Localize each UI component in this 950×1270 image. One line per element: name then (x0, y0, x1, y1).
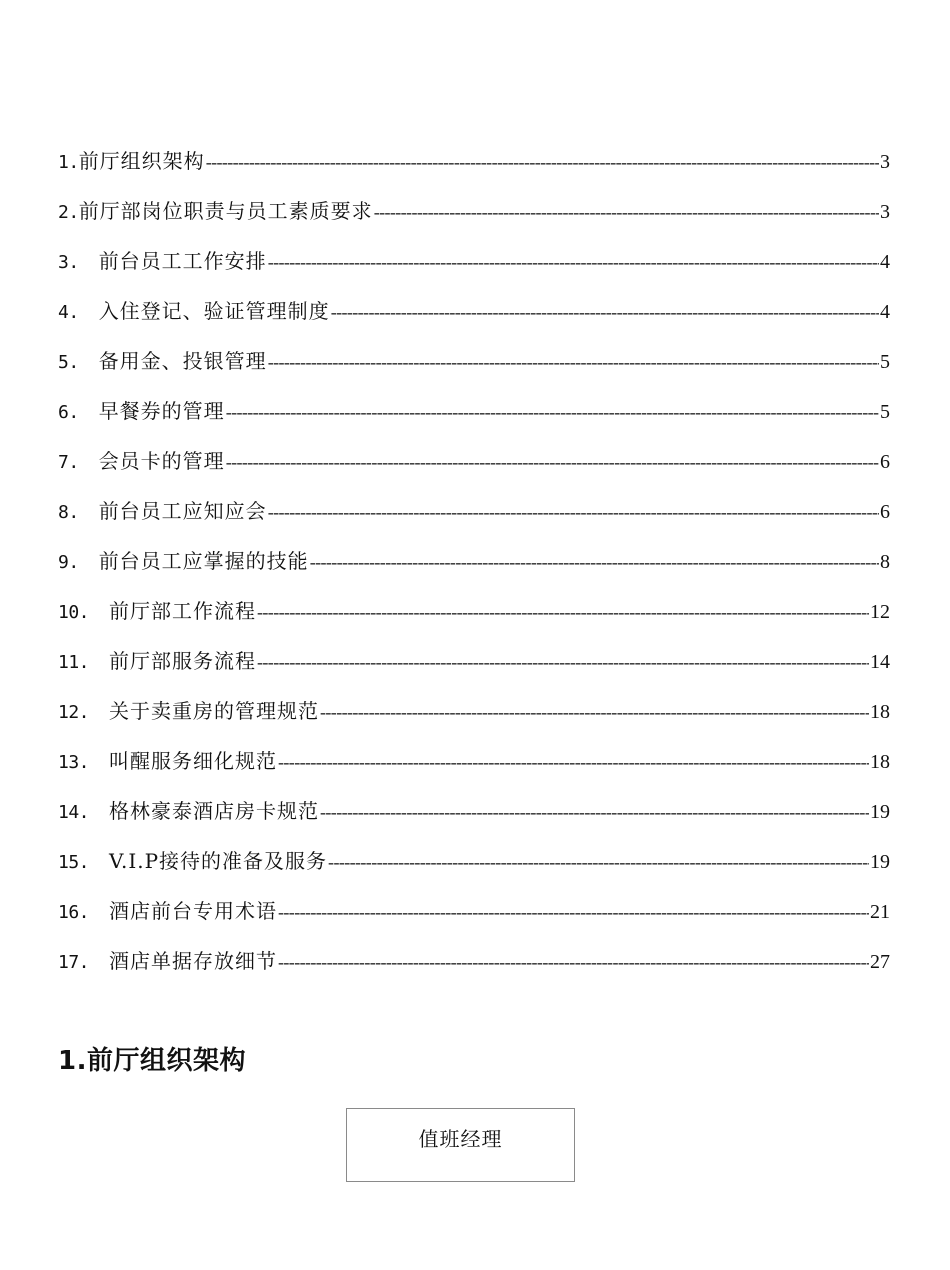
toc-entry-title: 前厅组织架构 (78, 149, 205, 173)
toc-entry-number: 17. (58, 952, 90, 973)
toc-entry-title: 格林豪泰酒店房卡规范 (109, 799, 320, 823)
toc-entry-page-number: 18 (870, 701, 890, 723)
toc-dot-leader (268, 247, 879, 277)
toc-dot-leader (320, 797, 869, 827)
toc-entry-title: 前台员工工作安排 (98, 249, 267, 273)
toc-entry-title: 前厅部服务流程 (109, 649, 257, 673)
section-heading: 1.前厅组织架构 (58, 1046, 246, 1076)
toc-dot-leader (257, 647, 869, 677)
toc-entry[interactable] (58, 146, 890, 196)
toc-entry[interactable] (58, 746, 890, 796)
toc-entry[interactable] (58, 696, 890, 746)
toc-entry-page-number: 19 (870, 801, 890, 823)
toc-dot-leader (278, 897, 869, 927)
toc-dot-leader (226, 397, 879, 427)
toc-entry-title: 入住登记、验证管理制度 (98, 299, 330, 323)
toc-entry-title: 备用金、投银管理 (98, 349, 267, 373)
toc-entry[interactable] (58, 346, 890, 396)
toc-entry[interactable] (58, 196, 890, 246)
toc-entry-title: 前厅部岗位职责与员工素质要求 (78, 199, 373, 223)
toc-dot-leader (374, 197, 879, 227)
toc-dot-leader (257, 597, 869, 627)
toc-entry-title: V.I.P接待的准备及服务 (109, 849, 328, 873)
toc-entry-number: 13. (58, 752, 90, 773)
toc-entry-page-number: 21 (870, 901, 890, 923)
toc-entry-number: 15. (58, 852, 90, 873)
toc-entry-page-number: 6 (880, 451, 890, 473)
toc-dot-leader (206, 147, 879, 177)
toc-entry-title: 前台员工应知应会 (98, 499, 267, 523)
toc-entry-page-number: 4 (880, 251, 890, 273)
toc-entry[interactable] (58, 496, 890, 546)
toc-entry-title: 酒店单据存放细节 (109, 949, 278, 973)
toc-entry-title: 前厅部工作流程 (109, 599, 257, 623)
toc-entry[interactable] (58, 796, 890, 846)
toc-dot-leader (328, 847, 869, 877)
toc-entry[interactable] (58, 896, 890, 946)
toc-entry[interactable] (58, 396, 890, 446)
toc-entry-number: 11. (58, 652, 90, 673)
toc-entry-number: 2. (58, 202, 79, 223)
toc-entry[interactable] (58, 846, 890, 896)
toc-entry-number: 4. (58, 302, 79, 323)
toc-dot-leader (320, 697, 869, 727)
toc-dot-leader (310, 547, 879, 577)
toc-entry-page-number: 3 (880, 151, 890, 173)
toc-entry-number: 16. (58, 902, 90, 923)
toc-dot-leader (331, 297, 879, 327)
toc-entry-page-number: 8 (880, 551, 890, 573)
toc-entry-page-number: 14 (870, 651, 890, 673)
toc-entry-number: 10. (58, 602, 90, 623)
toc-entry[interactable] (58, 646, 890, 696)
toc-entry-page-number: 6 (880, 501, 890, 523)
toc-dot-leader (278, 947, 869, 977)
toc-entry-number: 6. (58, 402, 79, 423)
toc-entry[interactable] (58, 596, 890, 646)
toc-entry[interactable] (58, 246, 890, 296)
toc-dot-leader (268, 497, 879, 527)
toc-entry-number: 7. (58, 452, 79, 473)
toc-entry-number: 8. (58, 502, 79, 523)
toc-dot-leader (226, 447, 879, 477)
toc-entry-title: 关于卖重房的管理规范 (109, 699, 320, 723)
toc-entry-number: 9. (58, 552, 79, 573)
toc-dot-leader (268, 347, 879, 377)
toc-entry-number: 5. (58, 352, 79, 373)
toc-entry[interactable] (58, 546, 890, 596)
toc-entry-page-number: 12 (870, 601, 890, 623)
toc-entry-title: 早餐券的管理 (98, 399, 225, 423)
toc-entry-number: 14. (58, 802, 90, 823)
toc-entry-title: 叫醒服务细化规范 (109, 749, 278, 773)
toc-entry-page-number: 3 (880, 201, 890, 223)
toc-entry-number: 12. (58, 702, 90, 723)
toc-entry-title: 会员卡的管理 (98, 449, 225, 473)
toc-entry[interactable] (58, 446, 890, 496)
toc-entry-page-number: 5 (880, 401, 890, 423)
toc-entry-page-number: 4 (880, 301, 890, 323)
toc-entry-page-number: 18 (870, 751, 890, 773)
toc-entry[interactable] (58, 296, 890, 346)
toc-entry-title: 酒店前台专用术语 (109, 899, 278, 923)
toc-entry-page-number: 5 (880, 351, 890, 373)
toc-entry-number: 3. (58, 252, 79, 273)
toc-entry-page-number: 19 (870, 851, 890, 873)
toc-entry-page-number: 27 (870, 951, 890, 973)
toc-entry-number: 1. (58, 152, 79, 173)
toc-entry[interactable] (58, 946, 890, 996)
table-of-contents (58, 146, 890, 996)
toc-entry-title: 前台员工应掌握的技能 (98, 549, 309, 573)
toc-dot-leader (278, 747, 869, 777)
org-chart-box-duty-manager: 值班经理 (346, 1108, 575, 1182)
